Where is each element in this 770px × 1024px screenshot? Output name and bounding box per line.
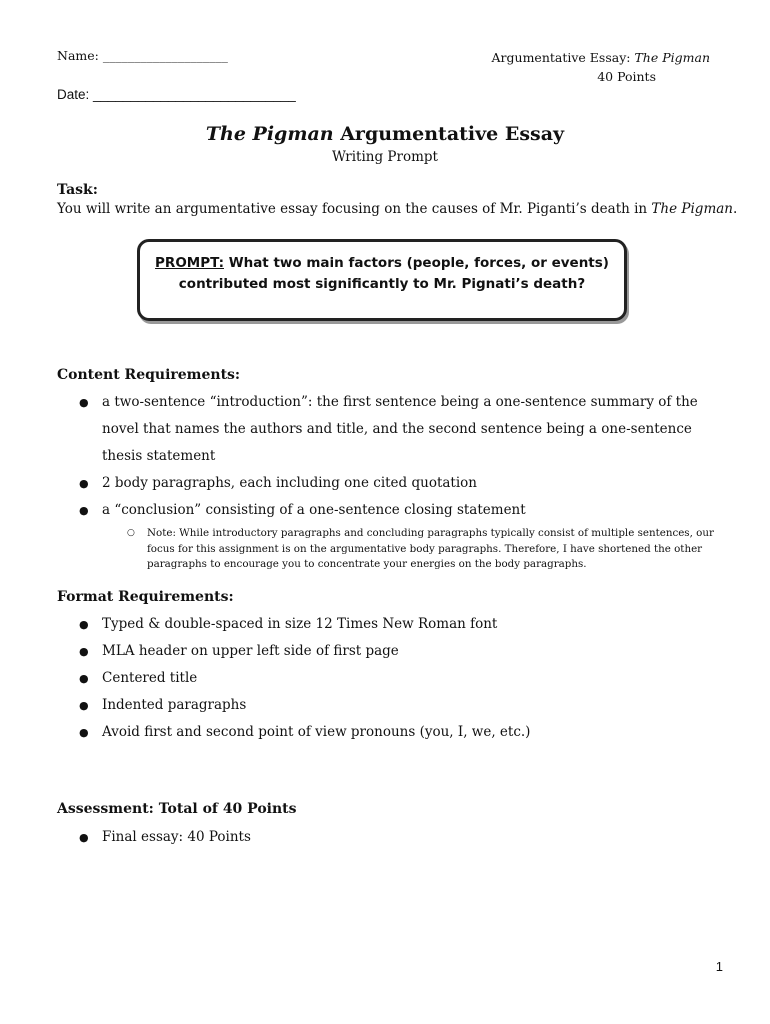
list-item: ● Indented paragraphs [57,692,717,719]
list-item: ● MLA header on upper left side of first page [57,638,717,665]
list-item: ● Centered title [57,665,717,692]
header-essay-title: The Pigman [634,50,710,65]
task-text-italic: The Pigman [651,201,733,217]
assessment-list [57,824,717,851]
format-requirements-list [57,611,717,746]
task-text-end: . [733,201,738,217]
prompt-line-1 [140,253,624,274]
list-item: ● Avoid first and second point of view pronouns (you, I, we, etc.) [57,719,717,746]
page-title [0,123,770,145]
date-field-label: Date: ___________________________ [57,87,296,102]
task-text-main: You will write an argumentative essay focusing on the causes of Mr. Piganti’s death in [57,201,652,217]
page-title-italic: The Pigman [205,123,334,145]
content-requirements-label: Content Requirements: [57,367,241,383]
list-item: ● Typed & double-spaced in size 12 Times New Roman font [57,611,717,638]
list-item [57,497,727,573]
prompt-line-2: contributed most significantly to Mr. Pignati’s death? [178,276,586,292]
header-essay-label: Argumentative Essay: [491,50,635,65]
list-item-text: a “conclusion” consisting of a one-sentence closing statement [102,502,526,518]
note-item: ○ Note: While introductory paragraphs and concluding paragraphs typically consist of multiple sentences, our focus for this assignment is on the argumentative body paragraphs. Therefore, I have shortened the other paragraphs to encourage you to concentrate your energies on the body paragraphs. [102,526,727,573]
list-item: ● 2 body paragraphs, each including one cited quotation [57,470,727,497]
task-text [57,201,737,217]
prompt-box [137,239,627,321]
content-requirements-list [57,389,727,573]
page-number: 1 [715,959,723,974]
page-subtitle: Writing Prompt [332,149,438,165]
page-title-rest: Argumentative Essay [333,123,565,145]
assessment-label: Assessment: Total of 40 Points [57,801,297,817]
list-item: ● a two-sentence “introduction”: the first sentence being a one-sentence summary of the novel that names the authors and title, and the second sentence being a one-sentence thesis statement [57,389,727,470]
prompt-line-1-text: What two main factors (people, forces, or events) [224,255,609,271]
header-points: 40 Points [597,69,656,84]
name-field-label: Name: ____________________ [57,48,228,63]
prompt-label: PROMPT: [155,255,224,271]
header-right [492,48,710,86]
task-label: Task: [57,182,98,198]
content-sub-list [102,526,727,573]
list-item: ● Final essay: 40 Points [57,824,717,851]
format-requirements-label: Format Requirements: [57,589,234,605]
